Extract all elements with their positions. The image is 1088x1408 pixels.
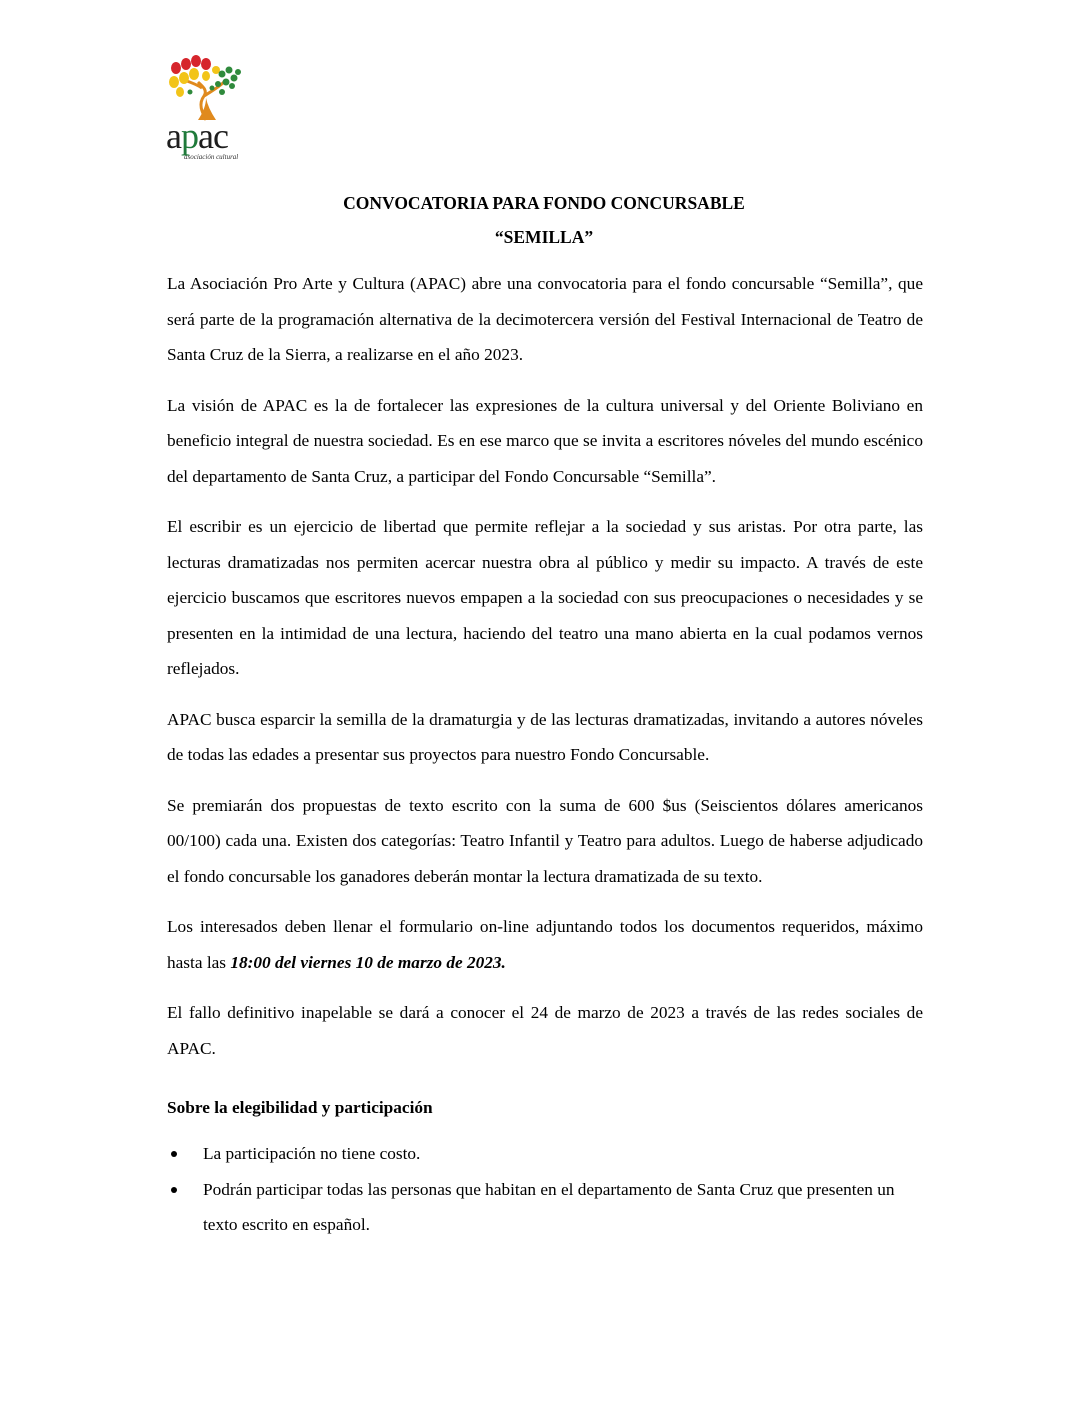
list-item: Podrán participar todas las personas que habitan en el departamento de Santa Cruz que presenten un texto escrito en español.	[167, 1172, 923, 1243]
paragraph-deadline	[167, 909, 923, 980]
bullet-icon	[171, 1151, 177, 1157]
logo-tagline: asociación cultural	[184, 153, 239, 161]
apac-logo	[162, 52, 252, 167]
paragraph-mission: APAC busca esparcir la semilla de la dramaturgia y de las lecturas dramatizadas, invitando a autores nóveles de todas las edades a presentar sus proyectos para nuestro Fondo Concursable.	[167, 709, 923, 764]
document-title	[0, 186, 1088, 254]
document-body	[167, 266, 923, 1243]
section-heading-eligibility: Sobre la elegibilidad y participación	[167, 1098, 433, 1117]
eligibility-list	[167, 1136, 923, 1243]
paragraph-writing: El escribir es un ejercicio de libertad que permite reflejar a la sociedad y sus aristas. Por otra parte, las lecturas dramatizadas nos permiten acercar nuestra obra al público y medir su impacto. A través de este ejercicio buscamos que escritores nuevos empapen a la sociedad con sus preocupaciones o necesidades y se presenten en la intimidad de una lectura, haciendo del teatro una mano abierta en la cual podamos vernos reflejados.	[167, 517, 923, 678]
deadline-text: Los interesados deben llenar el formulario on-line adjuntando todos los documentos requeridos, máximo hasta las	[167, 917, 923, 972]
paragraph-prizes: Se premiarán dos propuestas de texto escrito con la suma de 600 $us (Seiscientos dólares americanos 00/100) cada una. Existen dos categorías: Teatro Infantil y Teatro para adultos. Luego de haberse adjudicado el fondo concursable los ganadores deberán montar la lectura dramatizada de su texto.	[167, 795, 923, 886]
list-item: La participación no tiene costo.	[167, 1136, 923, 1172]
paragraph-vision: La visión de APAC es la de fortalecer las expresiones de la cultura universal y del Oriente Boliviano en beneficio integral de nuestra sociedad. Es en ese marco que se invita a escritores nóveles del mundo escénico del departamento de Santa Cruz, a participar del Fondo Concursable “Semilla”.	[167, 395, 923, 486]
bullet-icon	[171, 1187, 177, 1193]
paragraph-results: El fallo definitivo inapelable se dará a conocer el 24 de marzo de 2023 a través de las redes sociales de APAC.	[167, 1003, 923, 1058]
paragraph-intro: La Asociación Pro Arte y Cultura (APAC) abre una convocatoria para el fondo concursable “Semilla”, que será parte de la programación alternativa de la decimotercera versión del Festival Internacional de Teatro de Santa Cruz de la Sierra, a realizarse en el año 2023.	[167, 274, 923, 364]
title-line-1: CONVOCATORIA PARA FONDO CONCURSABLE	[343, 193, 745, 213]
logo-wordmark: apac	[166, 116, 228, 156]
tree-icon	[162, 52, 252, 122]
title-line-2: “SEMILLA”	[494, 227, 594, 247]
deadline-date: 18:00 del viernes 10 de marzo de 2023.	[230, 952, 506, 972]
